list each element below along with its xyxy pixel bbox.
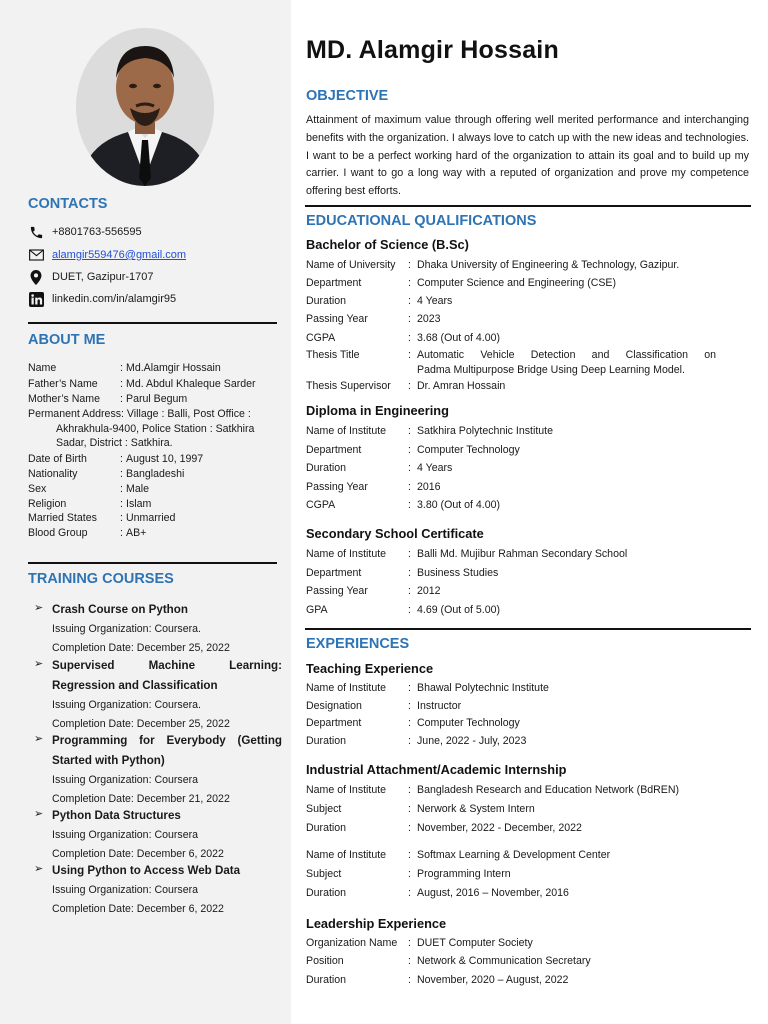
about-value: Male — [126, 483, 149, 495]
arrow-bullet-icon: ➢ — [34, 602, 44, 614]
course-title: Using Python to Access Web Data — [52, 864, 241, 877]
info-row — [306, 734, 716, 749]
colon: : — [408, 604, 411, 616]
info-value: 4 Years — [417, 295, 453, 307]
degree-title: Diploma in Engineering — [306, 403, 449, 418]
info-value: Business Studies — [417, 567, 499, 579]
info-label: Name of Institute — [306, 682, 387, 694]
info-value: 3.68 (Out of 4.00) — [417, 332, 501, 344]
info-row — [306, 294, 716, 309]
info-label: GPA — [306, 604, 328, 616]
info-label: Department — [306, 567, 362, 579]
info-value: June, 2022 - July, 2023 — [417, 735, 527, 747]
info-value: 4.69 (Out of 5.00) — [417, 604, 501, 616]
info-label: Name of Institute — [306, 784, 387, 796]
info-label: Name of Institute — [306, 425, 387, 437]
training-heading: TRAINING COURSES — [28, 571, 174, 587]
info-row — [306, 547, 716, 562]
info-label: CGPA — [306, 499, 336, 511]
info-label: Thesis Supervisor — [306, 380, 391, 392]
colon: : — [408, 277, 411, 289]
info-value: Bangladesh Research and Education Network (BdREN) — [417, 784, 680, 796]
about-blood-row — [28, 526, 282, 541]
info-label: Department — [306, 717, 362, 729]
info-label: Duration — [306, 462, 347, 474]
colon: : — [408, 332, 411, 344]
training-course — [34, 600, 282, 657]
info-label: Duration — [306, 735, 347, 747]
about-married-row — [28, 511, 282, 526]
info-row — [306, 681, 716, 696]
about-nationality-row — [28, 467, 282, 482]
colon: : — [120, 527, 123, 539]
info-row — [306, 498, 716, 513]
experience-title: Leadership Experience — [306, 916, 447, 931]
arrow-bullet-icon: ➢ — [34, 733, 44, 745]
info-row — [306, 886, 716, 901]
location-pin-icon — [28, 269, 44, 285]
course-date: Completion Date: December 6, 2022 — [52, 847, 224, 860]
permanent-address-line: Permanent Address: Village : Balli, Post Office : — [28, 408, 251, 420]
experience-heading: EXPERIENCES — [306, 636, 410, 652]
about-value: AB+ — [126, 527, 147, 539]
colon: : — [120, 393, 123, 405]
info-value: Automatic Vehicle Detection and Classification on — [417, 349, 716, 361]
colon: : — [408, 499, 411, 511]
colon: : — [408, 585, 411, 597]
sidebar — [0, 0, 291, 1024]
degree-title: Secondary School Certificate — [306, 526, 484, 541]
colon: : — [408, 955, 411, 967]
course-date: Completion Date: December 6, 2022 — [52, 902, 224, 915]
about-value: Islam — [126, 498, 152, 510]
email-link[interactable]: alamgir559476@gmail.com — [52, 249, 187, 261]
course-title: Crash Course on Python — [52, 603, 188, 616]
info-value: Balli Md. Mujibur Rahman Secondary School — [417, 548, 628, 560]
about-label: Name — [28, 362, 57, 374]
info-value: 3.80 (Out of 4.00) — [417, 499, 501, 511]
about-sex-row — [28, 482, 282, 497]
colon: : — [408, 313, 411, 325]
colon: : — [408, 717, 411, 729]
colon: : — [408, 735, 411, 747]
colon: : — [408, 822, 411, 834]
info-row — [306, 424, 716, 439]
about-religion-row — [28, 497, 282, 512]
phone-number: +8801763-556595 — [52, 226, 142, 238]
colon: : — [408, 462, 411, 474]
info-label: Subject — [306, 868, 342, 880]
about-label: Mother’s Name — [28, 393, 101, 405]
colon: : — [408, 974, 411, 986]
course-org: Issuing Organization: Coursera — [52, 829, 199, 841]
info-label: Designation — [306, 700, 362, 712]
training-course — [34, 861, 282, 918]
info-row — [306, 258, 716, 273]
course-date: Completion Date: December 25, 2022 — [52, 717, 230, 730]
main-content — [291, 0, 768, 1024]
course-org: Issuing Organization: Coursera — [52, 774, 199, 786]
info-label: Name of University — [306, 259, 396, 271]
course-title: Python Data Structures — [52, 809, 181, 822]
colon: : — [408, 548, 411, 560]
info-row — [306, 480, 716, 495]
contact-email[interactable] — [28, 247, 186, 263]
about-label: Date of Birth — [28, 453, 87, 465]
about-father-row — [28, 377, 282, 392]
info-label: Name of Institute — [306, 548, 387, 560]
info-value: Computer Technology — [417, 444, 520, 456]
education-divider — [305, 628, 751, 630]
course-title: Programming for Everybody (Getting — [52, 734, 282, 747]
info-row — [306, 699, 716, 714]
colon: : — [408, 380, 411, 392]
objective-text: Attainment of maximum value through offering well merited performance and interchanging benefits with the organization. I always love to catch up with the new ideas and technologies. I want to be a perfect working hard of the organization to attain its goal and to build up my carrier. I want to go a long way with a reputed of organization and prove my competence offering best efforts. — [306, 114, 749, 198]
about-divider — [28, 562, 277, 564]
arrow-bullet-icon: ➢ — [34, 658, 44, 670]
colon: : — [408, 700, 411, 712]
permanent-address-line: Akhrakhula-9400, Police Station : Satkhira — [56, 422, 255, 435]
info-row — [306, 331, 716, 346]
about-label: Religion — [28, 498, 67, 510]
colon: : — [408, 481, 411, 493]
info-value: Nerwork & System Intern — [417, 803, 535, 815]
info-row — [306, 276, 716, 291]
info-value: Computer Science and Engineering (CSE) — [417, 277, 617, 289]
info-label: Passing Year — [306, 313, 368, 325]
experience-title: Industrial Attachment/Academic Internship — [306, 762, 567, 777]
profile-photo — [76, 28, 214, 186]
about-label: Married States — [28, 512, 97, 524]
info-value: 4 Years — [417, 462, 453, 474]
info-value: Instructor — [417, 700, 462, 712]
about-mother-row — [28, 392, 282, 407]
info-value: November, 2020 – August, 2022 — [417, 974, 569, 986]
about-label: Nationality — [28, 468, 78, 480]
linkedin-icon — [28, 291, 44, 307]
info-row — [306, 954, 716, 969]
info-value: DUET Computer Society — [417, 937, 533, 949]
info-row — [306, 973, 716, 988]
info-value: Softmax Learning & Development Center — [417, 849, 611, 861]
colon: : — [120, 453, 123, 465]
colon: : — [120, 498, 123, 510]
colon: : — [408, 803, 411, 815]
about-value: Unmarried — [126, 512, 176, 524]
info-value: Padma Multipurpose Bridge Using Deep Learning Model. — [417, 364, 685, 376]
info-value: Dr. Amran Hossain — [417, 380, 506, 392]
colon: : — [120, 378, 123, 390]
objective-heading: OBJECTIVE — [306, 88, 389, 104]
email-icon — [28, 247, 44, 263]
info-row — [306, 783, 716, 798]
info-row — [306, 821, 716, 836]
about-value: August 10, 1997 — [126, 453, 204, 465]
info-value: August, 2016 – November, 2016 — [417, 887, 569, 899]
colon: : — [408, 887, 411, 899]
info-value: Network & Communication Secretary — [417, 955, 591, 967]
info-row — [306, 603, 716, 618]
contact-linkedin — [28, 291, 176, 307]
info-label: Duration — [306, 822, 347, 834]
info-row — [306, 379, 716, 394]
permanent-address-line: Sadar, District : Satkhira. — [56, 437, 173, 450]
info-row — [306, 312, 716, 327]
colon: : — [408, 567, 411, 579]
info-row — [306, 584, 716, 599]
objective-divider — [305, 205, 751, 207]
info-row — [306, 716, 716, 731]
about-dob-row — [28, 452, 282, 467]
info-row — [306, 867, 716, 882]
course-title: Supervised Machine Learning: — [52, 659, 282, 672]
info-value: Dhaka University of Engineering & Technology, Gazipur. — [417, 259, 680, 271]
about-label: Father’s Name — [28, 378, 98, 390]
linkedin-text: linkedin.com/in/alamgir95 — [52, 293, 177, 305]
contact-phone — [28, 224, 142, 240]
info-value: Computer Technology — [417, 717, 520, 729]
colon: : — [408, 425, 411, 437]
colon: : — [408, 349, 411, 361]
colon: : — [408, 259, 411, 271]
about-heading: ABOUT ME — [28, 332, 106, 348]
info-label: Subject — [306, 803, 342, 815]
info-value: 2023 — [417, 313, 441, 325]
candidate-name: MD. Alamgir Hossain — [306, 36, 559, 64]
info-label: Department — [306, 277, 362, 289]
phone-icon — [28, 224, 44, 240]
colon: : — [120, 362, 123, 374]
course-title: Started with Python) — [52, 754, 165, 767]
about-value: Parul Begum — [126, 393, 188, 405]
colon: : — [408, 444, 411, 456]
about-value: Md. Abdul Khaleque Sarder — [126, 378, 256, 390]
info-label: Passing Year — [306, 481, 368, 493]
address-text: DUET, Gazipur-1707 — [52, 271, 154, 283]
info-value: Programming Intern — [417, 868, 511, 880]
colon: : — [408, 682, 411, 694]
info-value: November, 2022 - December, 2022 — [417, 822, 582, 834]
colon: : — [408, 868, 411, 880]
info-row — [306, 848, 716, 863]
info-row — [306, 802, 716, 817]
info-label: Position — [306, 955, 344, 967]
info-label: Department — [306, 444, 362, 456]
about-label: Sex — [28, 483, 47, 495]
education-heading: EDUCATIONAL QUALIFICATIONS — [306, 213, 537, 229]
info-label: CGPA — [306, 332, 336, 344]
colon: : — [408, 849, 411, 861]
info-label: Name of Institute — [306, 849, 387, 861]
course-org: Issuing Organization: Coursera. — [52, 623, 201, 635]
about-value: Md.Alamgir Hossain — [126, 362, 221, 374]
training-course — [34, 806, 282, 863]
info-label: Passing Year — [306, 585, 368, 597]
contacts-heading: CONTACTS — [28, 196, 108, 212]
info-row — [306, 566, 716, 581]
colon: : — [120, 468, 123, 480]
contacts-divider — [28, 322, 277, 324]
info-row — [306, 461, 716, 476]
colon: : — [408, 937, 411, 949]
colon: : — [120, 483, 123, 495]
info-value: Satkhira Polytechnic Institute — [417, 425, 554, 437]
colon: : — [120, 512, 123, 524]
info-value: 2016 — [417, 481, 441, 493]
colon: : — [408, 784, 411, 796]
training-course — [34, 731, 282, 808]
info-row — [306, 443, 716, 458]
colon: : — [408, 295, 411, 307]
about-permanent-address — [28, 407, 282, 451]
training-course — [34, 656, 282, 733]
info-value: 2012 — [417, 585, 441, 597]
info-label: Duration — [306, 887, 347, 899]
profile-photo-illustration — [76, 28, 214, 186]
about-name-row — [28, 361, 282, 376]
info-label: Duration — [306, 974, 347, 986]
course-title: Regression and Classification — [52, 679, 218, 692]
info-value: Bhawal Polytechnic Institute — [417, 682, 549, 694]
info-label: Duration — [306, 295, 347, 307]
experience-title: Teaching Experience — [306, 661, 434, 676]
contact-address — [28, 269, 154, 285]
course-org: Issuing Organization: Coursera. — [52, 699, 201, 711]
about-value: Bangladeshi — [126, 468, 185, 480]
about-label: Blood Group — [28, 527, 88, 539]
course-date: Completion Date: December 25, 2022 — [52, 641, 230, 654]
info-label: Thesis Title — [306, 349, 360, 361]
info-row — [306, 936, 716, 951]
arrow-bullet-icon: ➢ — [34, 808, 44, 820]
course-date: Completion Date: December 21, 2022 — [52, 792, 230, 805]
course-org: Issuing Organization: Coursera — [52, 884, 199, 896]
arrow-bullet-icon: ➢ — [34, 863, 44, 875]
info-row — [306, 348, 716, 378]
degree-title: Bachelor of Science (B.Sc) — [306, 237, 469, 252]
info-label: Organization Name — [306, 937, 398, 949]
